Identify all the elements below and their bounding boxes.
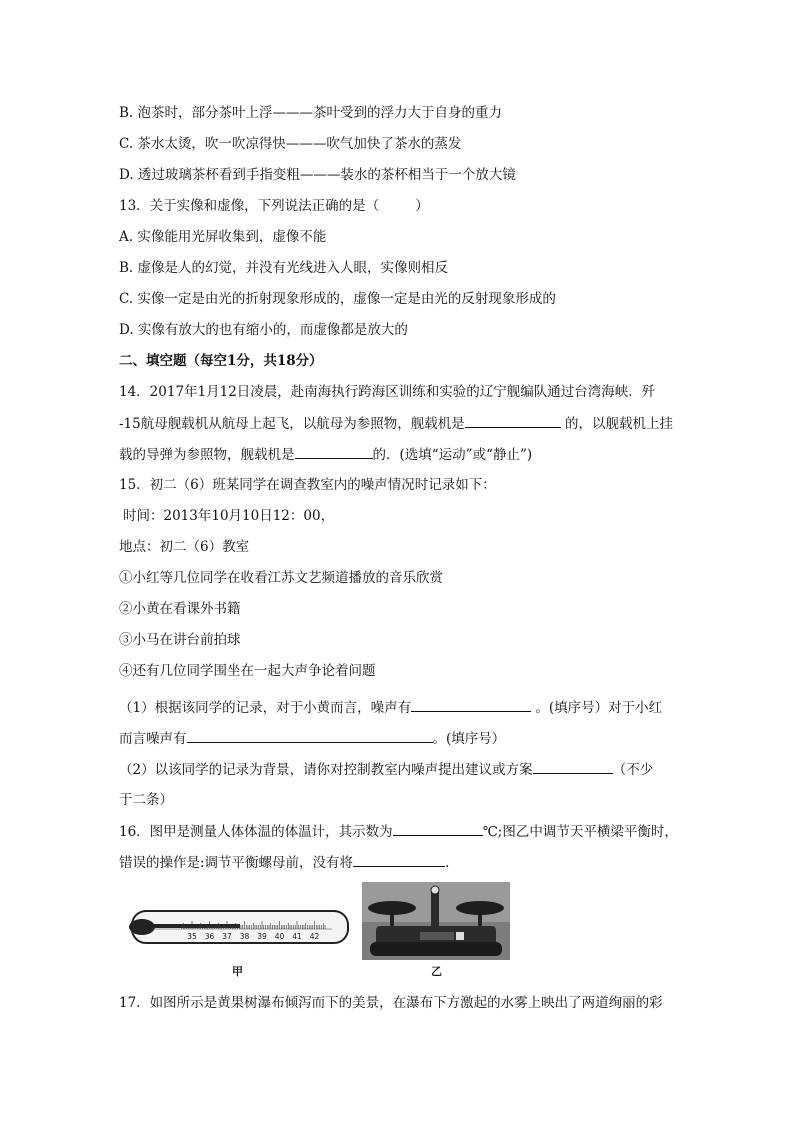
q15-blank-3[interactable] <box>533 759 613 774</box>
q16-blank-1[interactable] <box>393 821 483 836</box>
q14-text-3a: 载的导弹为参照物，舰载机是 <box>119 447 295 463</box>
q15-time: 时间：2013年10月10日12：00， <box>123 508 335 524</box>
q15-part-2-line-2: 于二条） <box>119 792 173 808</box>
thermometer-tick-label: 39 <box>257 932 267 941</box>
q14-text-2a: -15航母舰载机从航母上起飞，以航母为参照物，舰载机是 <box>119 416 465 432</box>
q13-option-a: A. 实像能用光屏收集到，虚像不能 <box>119 229 327 245</box>
thermometer-tick-label: 37 <box>222 932 232 941</box>
section-title: 二、填空题（每空1分，共18分） <box>119 353 323 369</box>
q15-text-2b: （不少 <box>612 762 654 778</box>
q12-option-d: D. 透过玻璃茶杯看到手指变粗———装水的茶杯相当于一个放大镜 <box>119 167 516 183</box>
q13-option-c: C. 实像一定是由光的折射现象形成的，虚像一定是由光的反射现象形成的 <box>119 291 556 307</box>
q16-blank-2[interactable] <box>353 852 445 867</box>
thermometer-tick-label: 38 <box>239 932 250 941</box>
q12-option-c: C. 茶水太烫，吹一吹凉得快———吹气加快了茶水的蒸发 <box>119 136 462 152</box>
q15-text-1a: （1）根据该同学的记录，对于小黄而言，噪声有 <box>119 700 412 716</box>
q15-text-1c: 而言噪声有 <box>119 731 187 747</box>
q15-text-2a: （2）以该同学的记录为背景，请你对控制教室内噪声提出建议或方案 <box>119 762 533 778</box>
q16-text-2b: . <box>445 855 450 871</box>
thermometer-tick-label: 42 <box>309 932 320 941</box>
thermometer-tick-label: 36 <box>204 932 215 941</box>
q13-stem-text: 13．关于实像和虚像，下列说法正确的是（ <box>119 198 380 214</box>
q16-line-1 <box>119 821 678 842</box>
q15-item-1: ①小红等几位同学在收看江苏文艺频道播放的音乐欣赏 <box>119 570 443 586</box>
q14-blank-1[interactable] <box>465 413 561 428</box>
q14-line-3 <box>119 444 532 465</box>
thermometer-tick-label: 35 <box>187 932 197 941</box>
q15-part-1-line-1 <box>119 697 662 718</box>
balance-figure <box>362 882 510 960</box>
q14-line-2 <box>119 413 673 434</box>
q15-part-1-line-2 <box>119 728 505 749</box>
q16-text-1a: 16．图甲是测量人体体温的体温计，其示数为 <box>119 824 393 840</box>
figure-caption-yi: 乙 <box>431 965 442 978</box>
q15-blank-2[interactable] <box>187 728 433 743</box>
q15-text-1b: 。(填序号）对于小红 <box>535 700 663 716</box>
q15-item-4: ④还有几位同学围坐在一起大声争论着问题 <box>119 663 376 679</box>
q15-item-2: ②小黄在看课外书籍 <box>119 601 241 617</box>
q15-item-3: ③小马在讲台前拍球 <box>119 632 241 648</box>
thermometer-tick-label: 40 <box>274 932 285 941</box>
q14-text-2b: 的，以舰载机上挂 <box>565 416 674 432</box>
q17-line-1: 17．如图所示是黄果树瀑布倾泻而下的美景，在瀑布下方激起的水雾上映出了两道绚丽的彩 <box>119 995 663 1011</box>
q13-option-d: D. 实像有放大的也有缩小的，而虚像都是放大的 <box>119 322 408 338</box>
q14-text-3b: 的．(选填“运动”或“静止”) <box>372 447 533 463</box>
q16-text-2a: 错误的操作是:调节平衡螺母前，没有将 <box>119 855 354 871</box>
q15-stem: 15．初二（6）班某同学在调查教室内的噪声情况时记录如下： <box>119 477 496 493</box>
thermometer-tick-label: 41 <box>292 932 302 941</box>
q15-place: 地点：初二（6）教室 <box>119 539 250 555</box>
q15-part-2-line-1 <box>119 759 653 780</box>
q16-text-1b: ℃;图乙中调节天平横梁平衡时， <box>482 824 678 840</box>
q12-option-b: B. 泡茶时，部分茶叶上浮———茶叶受到的浮力大于自身的重力 <box>119 105 503 121</box>
thermometer-figure <box>122 905 356 949</box>
q13-paren-close: ） <box>415 198 429 214</box>
q15-blank-1[interactable] <box>411 697 531 712</box>
figure-caption-jia: 甲 <box>232 965 243 978</box>
q15-text-1d: 。(填序号） <box>432 731 506 747</box>
q13-stem <box>119 196 429 216</box>
q13-option-b: B. 虚像是人的幻觉，并没有光线进入人眼，实像则相反 <box>119 260 449 276</box>
q16-line-2 <box>119 852 449 873</box>
q14-blank-2[interactable] <box>295 444 373 459</box>
q14-line-1: 14．2017年1月12日凌晨，赴南海执行跨海区训练和实验的辽宁舰编队通过台湾海峡．歼 <box>119 384 656 400</box>
